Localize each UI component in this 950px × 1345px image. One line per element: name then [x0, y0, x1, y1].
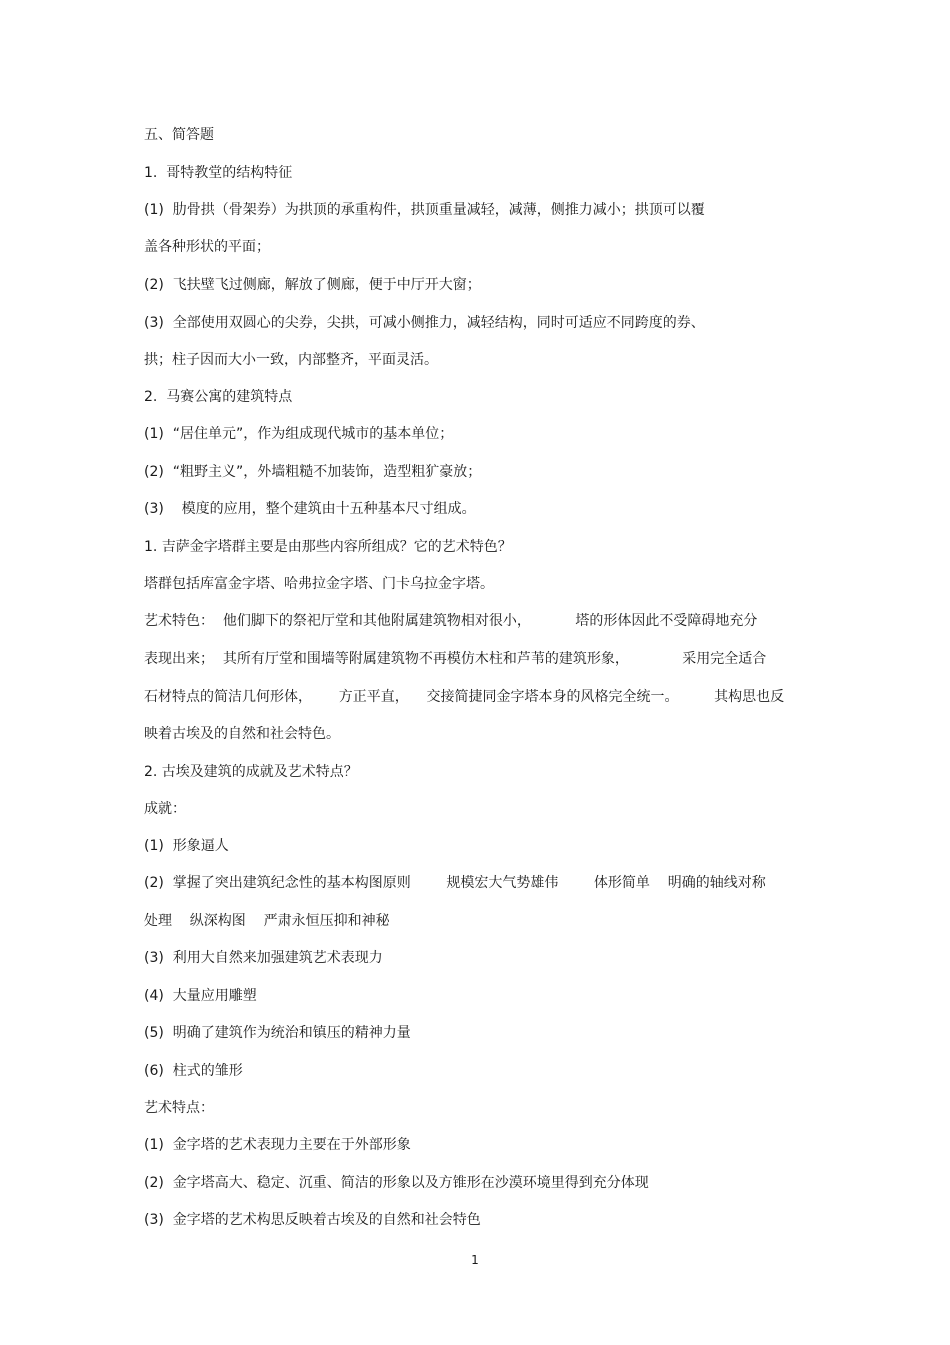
answer-line: (3) 全部使用双圆心的尖券，尖拱，可减小侧推力，减轻结构，同时可适应不同跨度的券、 — [144, 315, 705, 331]
answer-line: (5) 明确了建筑作为统治和镇压的精神力量 — [144, 1025, 411, 1041]
answer-line: (3) 金字塔的艺术构思反映着古埃及的自然和社会特色 — [144, 1212, 481, 1228]
answer-line: (2) “粗野主义”，外墙粗糙不加装饰，造型粗犷豪放； — [144, 464, 482, 480]
page-number: 1 — [471, 1253, 479, 1267]
answer-line: 拱；柱子因而大小一致，内部整齐，平面灵活。 — [144, 352, 438, 368]
question-heading: 2. 马赛公寓的建筑特点 — [144, 389, 293, 405]
answer-line: 映着古埃及的自然和社会特色。 — [144, 726, 340, 742]
question-heading: 1. 吉萨金字塔群主要是由那些内容所组成？它的艺术特色？ — [144, 539, 512, 555]
answer-line: 塔群包括库富金字塔、哈弗拉金字塔、门卡乌拉金字塔。 — [144, 576, 494, 592]
question-heading: 2. 古埃及建筑的成就及艺术特点？ — [144, 764, 358, 780]
answer-line: (1) 肋骨拱（骨架券）为拱顶的承重构件，拱顶重量减轻，减薄，侧推力减小；拱顶可以覆 — [144, 202, 705, 218]
answer-line: (3) 模度的应用，整个建筑由十五种基本尺寸组成。 — [144, 501, 476, 517]
subsection-label: 成就： — [144, 801, 186, 817]
answer-line: (1) 形象逼人 — [144, 838, 229, 854]
answer-line: 表现出来； 其所有厅堂和围墙等附属建筑物不再模仿木柱和芦苇的建筑形象， 采用完全适合 — [144, 651, 767, 667]
answer-line: 艺术特色： 他们脚下的祭祀厅堂和其他附属建筑物相对很小， 塔的形体因此不受障碍地充分 — [144, 613, 758, 629]
question-heading: 1. 哥特教堂的结构特征 — [144, 165, 293, 181]
section-title: 五、简答题 — [144, 127, 214, 143]
answer-line: (3) 利用大自然来加强建筑艺术表现力 — [144, 950, 383, 966]
answer-line: (1) 金字塔的艺术表现力主要在于外部形象 — [144, 1137, 411, 1153]
answer-line: (2) 飞扶壁飞过侧廊，解放了侧廊，便于中厅开大窗； — [144, 277, 481, 293]
answer-line: (4) 大量应用雕塑 — [144, 988, 257, 1004]
answer-line: 盖各种形状的平面； — [144, 239, 270, 255]
answer-line: 处理 纵深构图 严肃永恒压抑和神秘 — [144, 913, 390, 929]
answer-line: (6) 柱式的雏形 — [144, 1063, 243, 1079]
answer-line: 石材特点的简洁几何形体， 方正平直， 交接简捷同金字塔本身的风格完全统一。 其构思也反 — [144, 689, 785, 705]
answer-line: (2) 金字塔高大、稳定、沉重、简洁的形象以及方锥形在沙漠环境里得到充分体现 — [144, 1175, 649, 1191]
answer-line: (1) “居住单元”，作为组成现代城市的基本单位； — [144, 426, 454, 442]
answer-line: (2) 掌握了突出建筑纪念性的基本构图原则 规模宏大气势雄伟 体形简单 明确的轴线对称 — [144, 875, 766, 891]
subsection-label: 艺术特点： — [144, 1100, 214, 1116]
